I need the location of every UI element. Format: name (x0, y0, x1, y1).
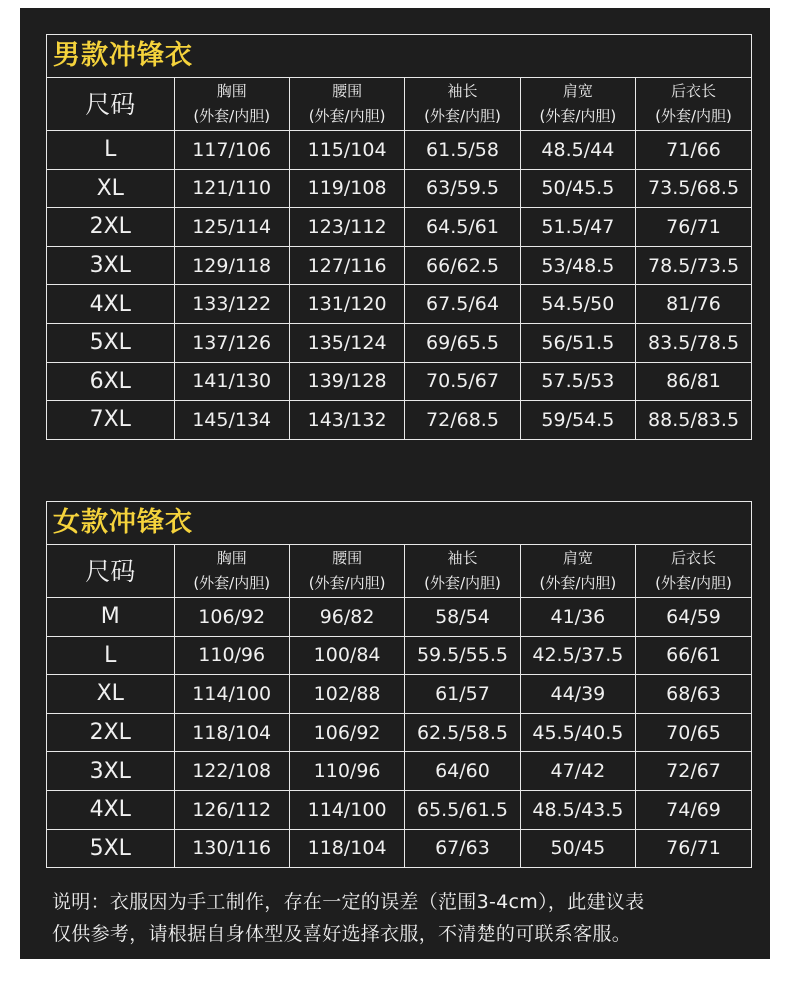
measurement-cell: 114/100 (289, 790, 404, 829)
measurement-cell: 64.5/61 (405, 208, 520, 247)
size-cell: 2XL (47, 713, 174, 752)
measurement-cell: 143/132 (289, 401, 404, 439)
measurement-cell: 64/59 (636, 598, 751, 637)
column-header (174, 78, 289, 131)
measurement-cell: 44/39 (520, 675, 635, 714)
measurement-cell: 110/96 (174, 636, 289, 675)
column-header-sub: (外套/内胆) (424, 574, 501, 592)
sizing-note (52, 886, 752, 950)
size-column-header: 尺码 (47, 78, 174, 131)
measurement-cell: 50/45 (520, 829, 635, 867)
column-header-name: 袖长 (447, 82, 478, 100)
measurement-cell: 127/116 (289, 246, 404, 285)
table-row (47, 285, 751, 324)
measurement-cell: 54.5/50 (520, 285, 635, 324)
measurement-cell: 58/54 (405, 598, 520, 637)
measurement-cell: 133/122 (174, 285, 289, 324)
measurement-cell: 118/104 (289, 829, 404, 867)
measurement-cell: 50/45.5 (520, 169, 635, 208)
table-row (47, 829, 751, 867)
column-header (636, 78, 751, 131)
column-header-name: 后衣长 (671, 82, 717, 100)
table-row (47, 752, 751, 791)
measurement-cell: 88.5/83.5 (636, 401, 751, 439)
table-header-row (47, 545, 751, 598)
column-header-sub: (外套/内胆) (308, 574, 386, 592)
column-header-name: 腰围 (332, 82, 363, 100)
measurement-cell: 72/67 (636, 752, 751, 791)
table-row (47, 636, 751, 675)
size-cell: 6XL (47, 362, 174, 401)
measurement-cell: 121/110 (174, 169, 289, 208)
table-row (47, 169, 751, 208)
column-header (405, 545, 520, 598)
column-header-name: 胸围 (216, 549, 247, 567)
column-header-sub: (外套/内胆) (308, 107, 386, 125)
measurement-cell: 48.5/44 (520, 131, 635, 170)
measurement-cell: 67/63 (405, 829, 520, 867)
measurement-cell: 81/76 (636, 285, 751, 324)
measurement-cell: 76/71 (636, 829, 751, 867)
measurement-cell: 57.5/53 (520, 362, 635, 401)
measurement-cell: 126/112 (174, 790, 289, 829)
measurement-cell: 63/59.5 (405, 169, 520, 208)
men-size-table (46, 34, 752, 440)
measurement-cell: 106/92 (289, 713, 404, 752)
measurement-cell: 118/104 (174, 713, 289, 752)
measurement-cell: 129/118 (174, 246, 289, 285)
measurement-cell: 72/68.5 (405, 401, 520, 439)
column-header-sub: (外套/内胆) (655, 107, 732, 125)
column-header-name: 胸围 (216, 82, 247, 100)
measurement-cell: 145/134 (174, 401, 289, 439)
column-header (405, 78, 520, 131)
measurement-cell: 110/96 (289, 752, 404, 791)
table-row (47, 246, 751, 285)
table-row (47, 131, 751, 170)
measurement-cell: 48.5/43.5 (520, 790, 635, 829)
size-cell: 4XL (47, 285, 174, 324)
column-header-sub: (外套/内胆) (424, 107, 501, 125)
measurement-cell: 53/48.5 (520, 246, 635, 285)
size-cell: XL (47, 675, 174, 714)
measurement-cell: 62.5/58.5 (405, 713, 520, 752)
table-row (47, 790, 751, 829)
measurement-cell: 115/104 (289, 131, 404, 170)
column-header-sub: (外套/内胆) (193, 574, 271, 592)
women-size-table (46, 501, 752, 868)
column-header (174, 545, 289, 598)
measurement-cell: 65.5/61.5 (405, 790, 520, 829)
size-cell: M (47, 598, 174, 637)
measurement-cell: 41/36 (520, 598, 635, 637)
measurement-cell: 119/108 (289, 169, 404, 208)
measurement-cell: 131/120 (289, 285, 404, 324)
measurement-cell: 106/92 (174, 598, 289, 637)
size-cell: 3XL (47, 752, 174, 791)
measurement-cell: 64/60 (405, 752, 520, 791)
measurement-cell: 67.5/64 (405, 285, 520, 324)
table-row (47, 401, 751, 439)
measurement-cell: 73.5/68.5 (636, 169, 751, 208)
table-row (47, 208, 751, 247)
measurement-cell: 59/54.5 (520, 401, 635, 439)
measurement-cell: 114/100 (174, 675, 289, 714)
measurement-cell: 66/61 (636, 636, 751, 675)
size-cell: 5XL (47, 323, 174, 362)
column-header (636, 545, 751, 598)
column-header-name: 后衣长 (671, 549, 717, 567)
measurement-cell: 83.5/78.5 (636, 323, 751, 362)
column-header-name: 肩宽 (562, 82, 593, 100)
measurement-cell: 51.5/47 (520, 208, 635, 247)
men-size-grid (47, 78, 751, 439)
column-header-sub: (外套/内胆) (655, 574, 732, 592)
measurement-cell: 141/130 (174, 362, 289, 401)
measurement-cell: 66/62.5 (405, 246, 520, 285)
column-header (289, 78, 404, 131)
column-header-sub: (外套/内胆) (193, 107, 271, 125)
table-row (47, 323, 751, 362)
column-header (520, 545, 635, 598)
table-header-row (47, 78, 751, 131)
sizing-note-line-1: 说明：衣服因为手工制作，存在一定的误差（范围3-4cm），此建议表 (52, 891, 645, 913)
measurement-cell: 125/114 (174, 208, 289, 247)
column-header-name: 腰围 (332, 549, 363, 567)
column-header-sub: (外套/内胆) (539, 107, 617, 125)
size-cell: 3XL (47, 246, 174, 285)
measurement-cell: 68/63 (636, 675, 751, 714)
measurement-cell: 139/128 (289, 362, 404, 401)
measurement-cell: 61.5/58 (405, 131, 520, 170)
column-header-sub: (外套/内胆) (539, 574, 617, 592)
measurement-cell: 59.5/55.5 (405, 636, 520, 675)
measurement-cell: 117/106 (174, 131, 289, 170)
column-header (520, 78, 635, 131)
measurement-cell: 78.5/73.5 (636, 246, 751, 285)
size-cell: 7XL (47, 401, 174, 439)
size-cell: 4XL (47, 790, 174, 829)
table-row (47, 598, 751, 637)
column-header (289, 545, 404, 598)
women-table-title: 女款冲锋衣 (47, 502, 751, 545)
size-column-header: 尺码 (47, 545, 174, 598)
size-cell: L (47, 636, 174, 675)
measurement-cell: 123/112 (289, 208, 404, 247)
measurement-cell: 69/65.5 (405, 323, 520, 362)
measurement-cell: 76/71 (636, 208, 751, 247)
women-size-grid (47, 545, 751, 867)
measurement-cell: 61/57 (405, 675, 520, 714)
size-cell: 2XL (47, 208, 174, 247)
measurement-cell: 74/69 (636, 790, 751, 829)
column-header-name: 肩宽 (562, 549, 593, 567)
measurement-cell: 47/42 (520, 752, 635, 791)
table-row (47, 675, 751, 714)
measurement-cell: 137/126 (174, 323, 289, 362)
measurement-cell: 135/124 (289, 323, 404, 362)
measurement-cell: 70/65 (636, 713, 751, 752)
sizing-note-line-2: 仅供参考，请根据自身体型及喜好选择衣服，不清楚的可联系客服。 (52, 923, 632, 945)
measurement-cell: 100/84 (289, 636, 404, 675)
measurement-cell: 56/51.5 (520, 323, 635, 362)
measurement-cell: 45.5/40.5 (520, 713, 635, 752)
measurement-cell: 122/108 (174, 752, 289, 791)
measurement-cell: 70.5/67 (405, 362, 520, 401)
measurement-cell: 71/66 (636, 131, 751, 170)
measurement-cell: 96/82 (289, 598, 404, 637)
men-table-title: 男款冲锋衣 (47, 35, 751, 78)
size-cell: L (47, 131, 174, 170)
table-row (47, 713, 751, 752)
size-cell: XL (47, 169, 174, 208)
measurement-cell: 86/81 (636, 362, 751, 401)
size-cell: 5XL (47, 829, 174, 867)
table-row (47, 362, 751, 401)
column-header-name: 袖长 (447, 549, 478, 567)
measurement-cell: 130/116 (174, 829, 289, 867)
measurement-cell: 42.5/37.5 (520, 636, 635, 675)
measurement-cell: 102/88 (289, 675, 404, 714)
